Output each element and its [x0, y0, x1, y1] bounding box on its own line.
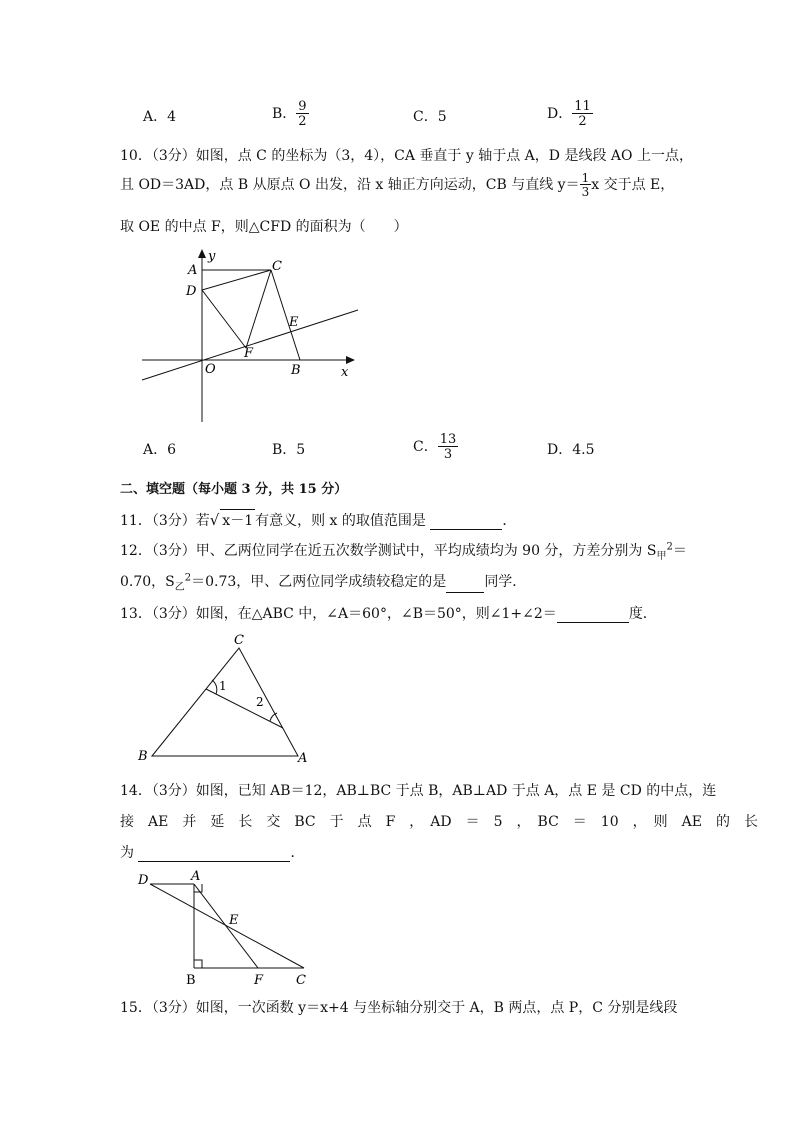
q10-coordinate-figure [130, 240, 370, 430]
q12-answer-blank[interactable] [446, 578, 484, 593]
label-d: D [186, 284, 197, 299]
angle-2-arc [270, 713, 277, 721]
q10-option-b: B．5 [272, 442, 306, 458]
segment-fc [246, 270, 271, 348]
label-c: C [296, 973, 306, 988]
q9-option-b: B． $\frac{9}{2}$ [272, 99, 307, 129]
label-b: B [138, 749, 148, 764]
cut-segment [206, 689, 283, 728]
q10-option-d: D．4.5 [547, 442, 595, 458]
q11-radicand: x－1 [220, 509, 255, 530]
q14-figure [130, 866, 320, 990]
q10-line-2: 且 OD＝3AD，点 B 从原点 O 出发，沿 x 轴正方向运动，CB 与直线 y＝ $\frac{1}{3}$ x 交于点 E， [120, 171, 675, 199]
y-axis-arrow [198, 249, 206, 258]
label-f: F [244, 346, 254, 361]
label-x: x [341, 365, 349, 380]
q14-line-1: 14．（3分）如图，已知 AB＝12，AB⊥BC 于点 B，AB⊥AD 于点 A，点 E 是 CD 的中点，连 [120, 783, 717, 799]
section-2-title: 二、填空题（每小题 3 分，共 15 分） [120, 482, 348, 497]
label-c: C [272, 259, 282, 274]
q12-line-1: 12．（3分）甲、乙两位同学在近五次数学测试中，平均成绩均为 90 分，方差分别为 $S_甲^2=$ [120, 541, 687, 562]
label-y: y [208, 249, 216, 264]
q10-option-c: C． $\frac{13}{3}$ [413, 432, 457, 462]
label-a: A [188, 263, 198, 278]
q12-line-2: 0.70，$S_乙^2=0.73$，甲、乙两位同学成绩较稳定的是 同学． [120, 572, 527, 593]
q10-option-a: A．6 [143, 442, 177, 458]
label-c: C [234, 633, 244, 648]
q9-option-d-fraction: $\frac{11}{2}$ [574, 99, 591, 129]
segment-dc [150, 884, 304, 968]
q9-option-a: A．4 [143, 109, 177, 125]
label-f: F [254, 973, 264, 988]
q13-triangle-figure [130, 628, 320, 768]
q11-answer-blank[interactable] [430, 515, 502, 530]
label-a: A [191, 869, 201, 884]
q13-answer-blank[interactable] [557, 608, 629, 623]
segment-df [202, 290, 246, 348]
q10-option-c-fraction: $\frac{13}{3}$ [439, 432, 457, 462]
q10-line-1: 10．（3分）如图，点 C 的坐标为（3，4），CA 垂直于 y 轴于点 A，D 是线段 AO 上一点， [120, 148, 693, 164]
label-b: B [291, 363, 301, 378]
label-angle-2: 2 [256, 695, 264, 709]
q14-line-2: 接 AE 并 延 长 交 BC 于 点 F ， AD ＝ 5 ， BC ＝ 10 ， 则 AE 的 长 [120, 814, 758, 830]
q10-line-fraction: $\frac{1}{3}$ [581, 171, 590, 199]
q14-line-3: 为 ． [120, 845, 305, 861]
q9-option-b-fraction: $\frac{9}{2}$ [298, 99, 307, 129]
q11-line: 11．（3分）若√ x－1 有意义，则 x 的取值范围是 ． [120, 511, 517, 529]
x-axis-arrow [346, 356, 355, 364]
label-e: E [229, 913, 239, 928]
q9-option-c: C．5 [413, 109, 447, 125]
label-a: A [298, 751, 308, 766]
label-o: O [205, 362, 216, 377]
label-d: D [138, 873, 149, 888]
q9-option-d: D． $\frac{11}{2}$ [547, 99, 591, 129]
label-e: E [289, 315, 299, 330]
q10-line-3: 取 OE 的中点 F，则△CFD 的面积为（ ） [120, 219, 408, 235]
line-y-third-x [142, 310, 358, 380]
q13-line: 13．（3分）如图，在△ABC 中，∠A＝60°，∠B＝50°，则∠1+∠2＝ 度． [120, 606, 657, 622]
label-b: B [186, 973, 196, 988]
segment-af [194, 884, 258, 968]
q15-line-1: 15．（3分）如图，一次函数 y＝x+4 与坐标轴分别交于 A，B 两点，点 P，C 分别是线段 [120, 1000, 678, 1016]
q14-answer-blank[interactable] [138, 847, 290, 862]
right-angle-b [194, 960, 202, 968]
label-angle-1: 1 [219, 679, 227, 693]
triangle-abc [152, 648, 298, 756]
segment-dc [202, 270, 271, 290]
